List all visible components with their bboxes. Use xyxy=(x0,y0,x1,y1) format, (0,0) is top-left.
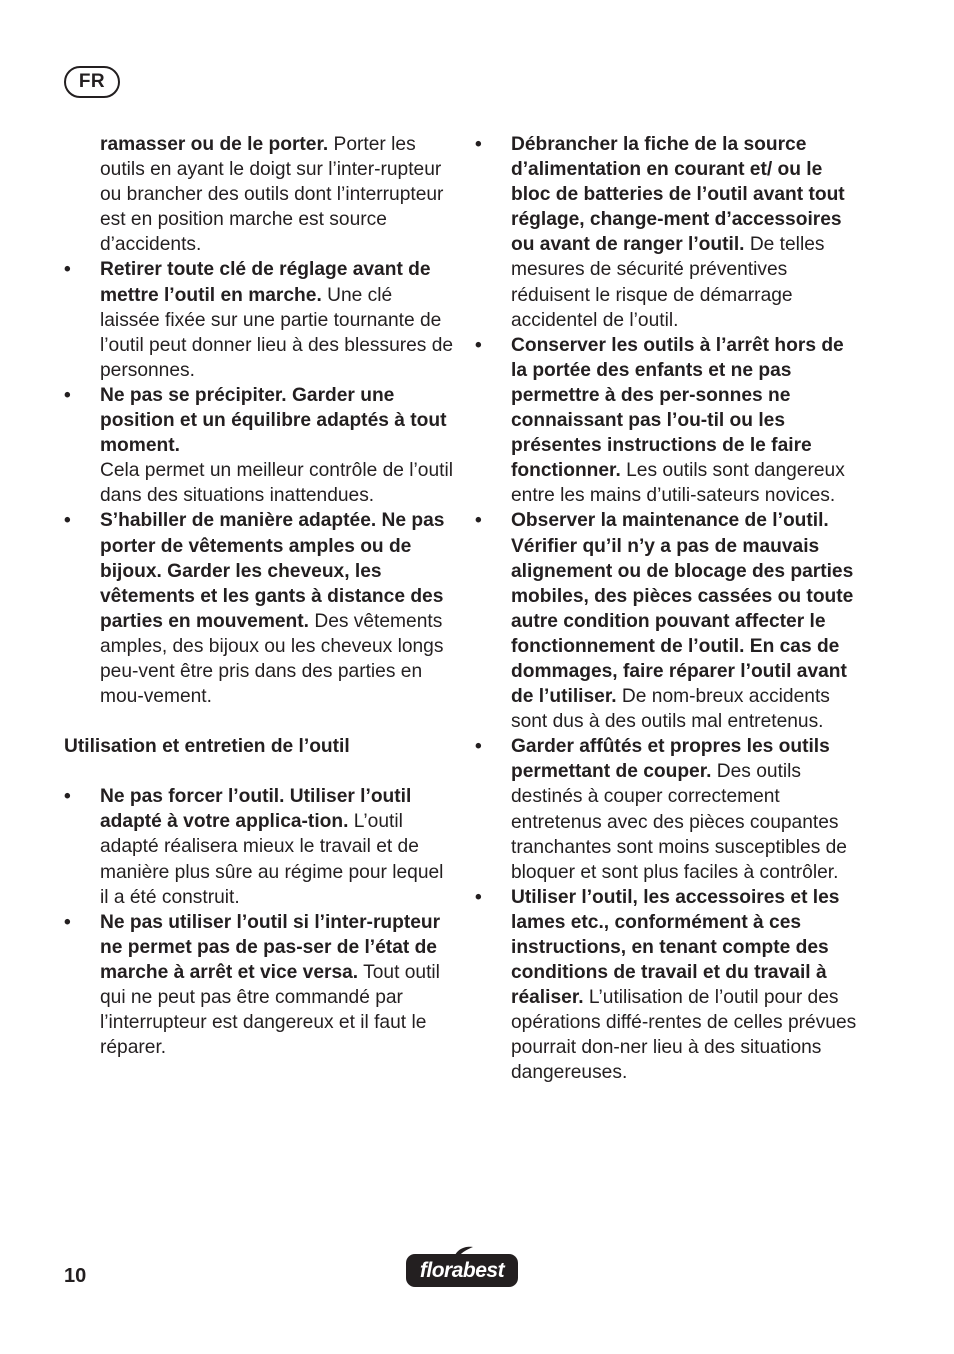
page-number: 10 xyxy=(64,1265,87,1287)
item-bold-text: Ne pas se précipiter. Garder une position et un équilibre adaptés à tout moment. xyxy=(100,384,447,457)
item-body-text: De nom-breux accidents sont dus à des outils mal entretenus. xyxy=(511,686,830,733)
item-body-text: L’outil adapté réalisera mieux le travail et de manière plus sûre au régime pour lequel il a été construit. xyxy=(100,811,444,908)
brand-logo xyxy=(406,1246,520,1290)
item-body-text: De telles mesures de sécurité préventives réduisent le risque de démarrage accidentel de l’outil. xyxy=(511,234,825,331)
bullet: • xyxy=(64,510,71,532)
item-body-text: Cela permet un meilleur contrôle de l’outil dans des situations inattendues. xyxy=(100,460,454,507)
item-bold-text: Ne pas utiliser l’outil si l’inter-rupteur ne permet pas de pas-ser de l’état de marche à arrêt et vice versa. xyxy=(100,911,441,983)
list-item xyxy=(64,383,454,508)
list-item xyxy=(64,257,454,382)
item-bold-text: Débrancher la fiche de la source d’alimentation en courant et/ ou le bloc de batteries de l’outil avant tout réglage, change-ment d’accessoires ou avant de ranger l’outil. xyxy=(511,134,845,256)
language-badge xyxy=(64,66,120,98)
bullet: • xyxy=(64,384,71,406)
item-body-text: Des vêtements amples, des bijoux ou les cheveux longs peu-vent être pris dans des parties en mou-vement. xyxy=(100,610,444,708)
list-item xyxy=(475,734,860,885)
list-item xyxy=(475,508,860,734)
item-bold-text: S’habiller de manière adaptée. Ne pas porter de vêtements amples ou de bijoux. Garder les cheveux, les vêtements et les gants à distance des parties en mouvement. xyxy=(100,510,445,632)
bullet: • xyxy=(475,510,482,532)
logo-badge xyxy=(406,1254,518,1287)
item-body-text: Les outils sont dangereux entre les mains d’utili-sateurs novices. xyxy=(511,460,845,507)
item-bold-text: Garder affûtés et propres les outils permettant de couper. xyxy=(511,736,830,783)
item-body-text: Tout outil qui ne peut pas être commandé par l’interrupteur est dangereux et il faut le réparer. xyxy=(100,961,440,1059)
right-column xyxy=(475,132,860,1086)
bullet: • xyxy=(475,886,482,908)
list-item xyxy=(64,910,454,1061)
bullet: • xyxy=(64,259,71,281)
item-bold-text: Conserver les outils à l’arrêt hors de la portée des enfants et ne pas permettre à des per-sonnes ne connaissant pas l’ou-til ou les présentes instructions de le faire fonctionner. xyxy=(511,334,844,482)
left-column xyxy=(64,132,454,1060)
item-bold-text: Ne pas forcer l’outil. Utiliser l’outil adapté à votre applica-tion. xyxy=(100,786,412,833)
section-title: Utilisation et entretien de l’outil xyxy=(64,736,350,758)
item-bold-text: Observer la maintenance de l’outil. Vérifier qu’il n’y a pas de mauvais alignement ou de blocage des parties mobiles, des pièces cassées ou toute autre condition pouvant affecter le fonctionnement de l’outil. En cas de dommages, faire réparer l’outil avant de l’utiliser. xyxy=(511,510,854,708)
item-body-text: Des outils destinés à couper correctement entretenus avec des pièces coupantes tranchantes sont moins susceptibles de bloquer et sont plus faciles à contrôler. xyxy=(511,761,847,883)
list-item xyxy=(475,885,860,1086)
bullet: • xyxy=(475,134,482,155)
bullet: • xyxy=(64,786,71,808)
brand-name: florabest xyxy=(419,1258,505,1282)
list-item xyxy=(475,333,860,509)
item-bold-text: ramasser ou de le porter. xyxy=(100,134,329,155)
list-item xyxy=(64,132,454,257)
item-body-text: Une clé laissée fixée sur une partie tournante de l’outil peut donner lieu à des blessures de personnes. xyxy=(100,284,454,381)
item-bold-text: Utiliser l’outil, les accessoires et les lames etc., conformément à ces instructions, en tenant compte des conditions de travail et du travail à réaliser. xyxy=(511,886,840,1009)
bullet: • xyxy=(64,911,71,933)
item-body-text: Porter les outils en ayant le doigt sur l’inter-rupteur ou brancher des outils dont l’interrupteur est en position marche est source d’accidents. xyxy=(100,134,444,256)
bullet: • xyxy=(475,334,482,356)
list-item xyxy=(64,508,454,709)
language-label: FR xyxy=(78,71,106,92)
list-item xyxy=(475,132,860,333)
item-body-text: L’utilisation de l’outil pour des opérations diffé-rentes de celles prévues pourrait don-ner lieu à des situations dangereuses. xyxy=(511,987,857,1084)
bullet: • xyxy=(475,736,482,758)
item-bold-text: Retirer toute clé de réglage avant de mettre l’outil en marche. xyxy=(100,259,431,306)
list-item xyxy=(64,784,454,909)
